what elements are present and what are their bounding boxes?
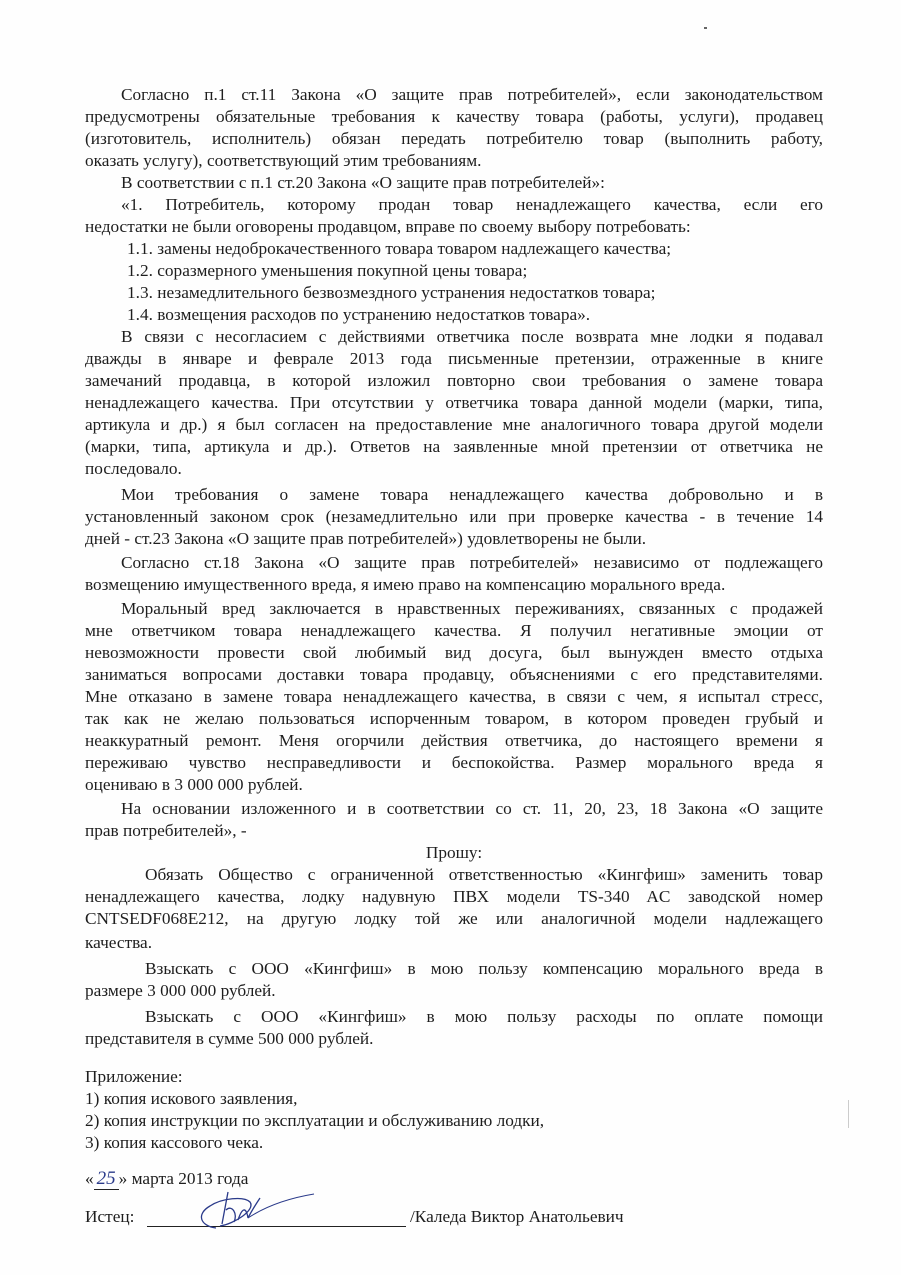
text-line: неаккуратный ремонт. Меня огорчили действия ответчика, до настоящего времени я [85, 731, 823, 750]
text-line: заниматься вопросами доставки товара продавцу, объяснениями с его представителями. [85, 665, 823, 684]
request-line: ненадлежащего качества, лодку надувную ПВХ модели TS-340 AC заводской номер [85, 887, 823, 906]
text-line: Мои требования о замене товара ненадлежащего качества добровольно и в [121, 485, 823, 504]
scan-speck [704, 27, 707, 29]
text-line: так как не желаю пользоваться испорченным товаром, в котором проведен грубый и [85, 709, 823, 728]
request-line: Взыскать с ООО «Кингфиш» в мою пользу компенсацию морального вреда в [145, 959, 823, 978]
text-line: мне ответчиком товара ненадлежащего качества. Я получил негативные эмоции от [85, 621, 823, 640]
attachment-item: 1) копия искового заявления, [85, 1089, 298, 1108]
text-line: прав потребителей», - [85, 821, 247, 840]
list-item: 1.1. замены недоброкачественного товара товаром надлежащего качества; [127, 239, 672, 258]
text-line: В связи с несогласием с действиями ответчика после возврата мне лодки я подавал [121, 327, 823, 346]
handwritten-signature [186, 1188, 316, 1236]
date-rest: » марта 2013 года [118, 1169, 249, 1188]
text-line: последовало. [85, 459, 182, 478]
scan-edge-mark [848, 1100, 849, 1128]
text-line: замечаний продавца, в которой изложил повторно свои требования о замене товара [85, 371, 823, 390]
request-line: Обязать Общество с ограниченной ответственностью «Кингфиш» заменить товар [145, 865, 823, 884]
text-line: В соответствии с п.1 ст.20 Закона «О защите прав потребителей»: [121, 173, 605, 192]
text-line: артикула и др.) я был согласен на предоставление мне аналогичного товара другой модели [85, 415, 823, 434]
signature-scribble-icon [186, 1188, 316, 1236]
request-heading: Прошу: [425, 843, 483, 862]
text-line: (марки, типа, артикула и др.). Ответов на заявленные мной претензии от ответчика не [85, 437, 823, 456]
request-line: качества. [85, 933, 153, 952]
request-line: размере 3 000 000 рублей. [85, 981, 276, 1000]
text-line: ненадлежащего качества. При отсутствии у ответчика товара данной модели (марки, типа, [85, 393, 823, 412]
text-line: установленный законом срок (незамедлительно или при проверке качества - в течение 14 [85, 507, 823, 526]
attachments-heading: Приложение: [85, 1067, 183, 1086]
text-line: возмещению имущественного вреда, я имею право на компенсацию морального вреда. [85, 575, 726, 594]
text-line: переживаю чувство несправедливости и беспокойства. Размер морального вреда я [85, 753, 823, 772]
text-line: Мне отказано в замене товара ненадлежащего качества, в связи с чем, я испытал стресс, [85, 687, 823, 706]
request-line: представителя в сумме 500 000 рублей. [85, 1029, 374, 1048]
request-line: CNTSEDF068E212, на другую лодку той же или аналогичной модели надлежащего [85, 909, 823, 928]
text-line: (изготовитель, исполнитель) обязан передать потребителю товар (выполнить работу, [85, 129, 823, 148]
text-line: «1. Потребитель, которому продан товар ненадлежащего качества, если его [121, 195, 823, 214]
text-line: оцениваю в 3 000 000 рублей. [85, 775, 303, 794]
text-line: невозможности провести свой любимый вид досуга, был вынужден вместо отдыха [85, 643, 823, 662]
date-line [85, 1168, 823, 1190]
text-line: недостатки не были оговорены продавцом, вправе по своему выбору потребовать: [85, 217, 691, 236]
date-open-quote: « [85, 1169, 94, 1188]
list-item: 1.3. незамедлительного безвозмездного устранения недостатков товара; [127, 283, 656, 302]
list-item: 1.2. соразмерного уменьшения покупной цены товара; [127, 261, 528, 280]
attachment-item: 2) копия инструкции по эксплуатации и обслуживанию лодки, [85, 1111, 545, 1130]
text-line: предусмотрены обязательные требования к качеству товара (работы, услуги), продавец [85, 107, 823, 126]
request-line: Взыскать с ООО «Кингфиш» в мою пользу расходы по оплате помощи [145, 1007, 823, 1026]
text-line: Согласно ст.18 Закона «О защите прав потребителей» независимо от подлежащего [121, 553, 823, 572]
text-line: Согласно п.1 ст.11 Закона «О защите прав потребителей», если законодательством [121, 85, 823, 104]
text-line: дважды в январе и феврале 2013 года письменные претензии, отраженные в книге [85, 349, 823, 368]
plaintiff-name: /Каледа Виктор Анатольевич [410, 1207, 624, 1226]
text-line: На основании изложенного и в соответствии со ст. 11, 20, 23, 18 Закона «О защите [121, 799, 823, 818]
plaintiff-label: Истец: [85, 1207, 135, 1226]
text-line: дней - ст.23 Закона «О защите прав потребителей») удовлетворены не были. [85, 529, 647, 548]
text-line: оказать услугу), соответствующий этим требованиям. [85, 151, 482, 170]
date-day-handwritten: 25 [94, 1168, 119, 1190]
list-item: 1.4. возмещения расходов по устранению недостатков товара». [127, 305, 591, 324]
text-line: Моральный вред заключается в нравственных переживаниях, связанных с продажей [121, 599, 823, 618]
attachment-item: 3) копия кассового чека. [85, 1133, 264, 1152]
